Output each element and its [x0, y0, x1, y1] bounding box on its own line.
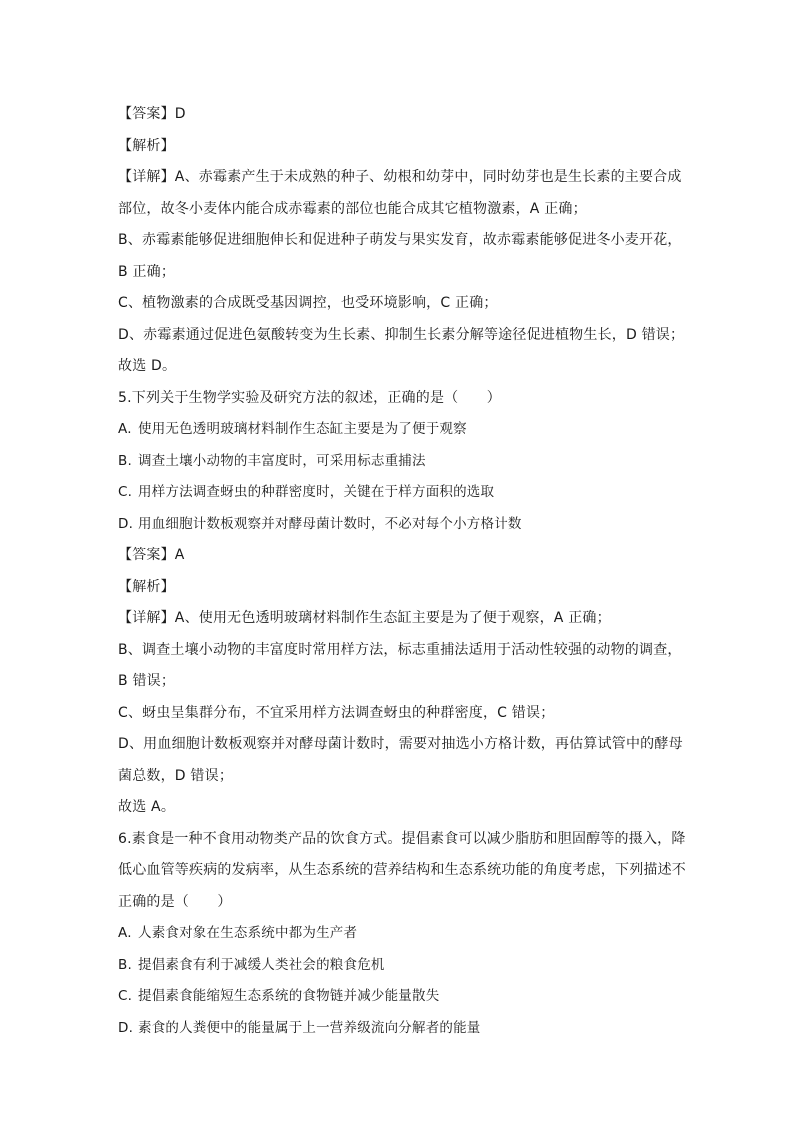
q5-detail-line: 菌总数，D 错误；: [118, 767, 234, 784]
option-text: 使用无色透明玻璃材料制作生态缸主要是为了便于观察: [138, 421, 467, 437]
option-letter: B.: [118, 452, 132, 469]
option-letter: D.: [118, 515, 134, 532]
option-letter: A.: [118, 421, 132, 437]
document-page: [118, 99, 686, 1044]
option-text: 用样方法调查蚜虫的种群密度时，关键在于样方面积的选取: [138, 484, 495, 500]
option-text: 用血细胞计数板观察并对酵母菌计数时，不必对每个小方格计数: [138, 515, 522, 532]
q5-option-c: [118, 477, 678, 509]
option-text: 调查土壤小动物的丰富度时，可采用标志重捕法: [138, 452, 426, 469]
q5-stem: 5.下列关于生物学实验及研究方法的叙述，正确的是（ ）: [118, 389, 501, 406]
q5-option-a: [118, 414, 678, 446]
q5-detail-line: 故选 A。: [118, 799, 176, 815]
q5-answer: 【答案】A: [118, 547, 185, 563]
q5-detail-line: B 错误；: [118, 673, 176, 689]
option-letter: D.: [118, 1019, 134, 1036]
q5-detail-line: B、调查土壤小动物的丰富度时常用样方法，标志重捕法适用于活动性较强的动物的调查，: [118, 641, 682, 658]
q4-answer: 【答案】D: [118, 106, 186, 122]
q6-option-d: [118, 1013, 678, 1045]
q4-detail-line: B 正确；: [118, 263, 176, 280]
q4-detail-line: 故选 D。: [118, 358, 177, 374]
option-letter: C.: [118, 484, 133, 500]
q6-stem-line: 低心血管等疾病的发病率，从生态系统的营养结构和生态系统功能的角度考虑，下列描述不: [118, 862, 686, 878]
q5-detail-line: C、蚜虫呈集群分布，不宜采用样方法调查蚜虫的种群密度，C 错误；: [118, 704, 555, 721]
option-letter: A.: [118, 925, 132, 941]
q4-detail-line: B、赤霉素能够促进细胞伸长和促进种子萌发与果实发育，故赤霉素能够促进冬小麦开花，: [118, 232, 682, 248]
option-letter: B.: [118, 956, 132, 973]
q6-option-a: [118, 918, 678, 950]
option-text: 提倡素食能缩短生态系统的食物链并减少能量散失: [138, 988, 440, 1004]
q6-stem-line: 正确的是（ ）: [118, 893, 232, 910]
option-text: 提倡素食有利于减缓人类社会的粮食危机: [138, 956, 385, 973]
q4-detail-line: 部位，故冬小麦体内能合成赤霉素的部位也能合成其它植物激素，A 正确；: [118, 200, 587, 217]
q4-detail-line: 【详解】A、赤霉素产生于未成熟的种子、幼根和幼芽中，同时幼芽也是生长素的主要合成: [118, 169, 682, 185]
q4-detail-line: C、植物激素的合成既受基因调控，也受环境影响，C 正确；: [118, 295, 498, 311]
option-text: 人素食对象在生态系统中都为生产者: [138, 925, 358, 941]
q5-option-d: [118, 509, 678, 541]
q5-analysis-label: 【解析】: [118, 578, 175, 595]
q5-option-b: [118, 446, 678, 478]
q5-detail-line: 【详解】A、使用无色透明玻璃材料制作生态缸主要是为了便于观察，A 正确；: [118, 610, 611, 626]
q6-stem-line: 6.素食是一种不食用动物类产品的饮食方式。提倡素食可以减少脂肪和胆固醇等的摄入，降: [118, 830, 686, 847]
option-text: 素食的人粪便中的能量属于上一营养级流向分解者的能量: [138, 1019, 481, 1036]
q5-detail-line: D、用血细胞计数板观察并对酵母菌计数时，需要对抽选小方格计数，再估算试管中的酵母: [118, 736, 683, 752]
q6-option-c: [118, 981, 678, 1013]
q6-option-b: [118, 950, 678, 982]
option-letter: C.: [118, 988, 133, 1004]
q4-analysis-label: 【解析】: [118, 137, 175, 154]
q4-detail-line: D、赤霉素通过促进色氨酸转变为生长素、抑制生长素分解等途径促进植物生长，D 错误；: [118, 326, 685, 343]
